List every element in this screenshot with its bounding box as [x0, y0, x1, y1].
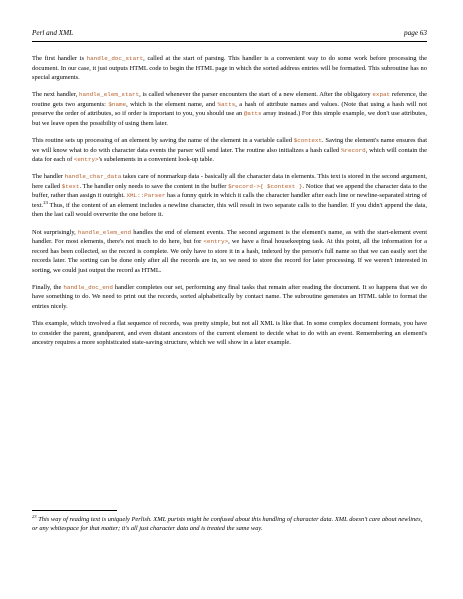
inline-code: %record — [340, 146, 366, 154]
inline-code: %atts — [217, 100, 236, 108]
page-number: page 63 — [404, 29, 427, 37]
book-title: Perl and XML — [32, 29, 74, 37]
inline-code: @atts — [243, 110, 262, 118]
footnote-divider — [32, 510, 117, 511]
paragraph-complex-formats: This example, which involved a flat sequence of records, was pretty simple, but not all XML is like that. In some complex document formats, you have to consider the parent, grandparent, and even distant ancestors of the current element to decide what to do with an event. Remembering an element's ancestry requires a more sophisticated state-saving structure, which we will show in a later example. — [32, 320, 427, 347]
inline-code: handle_elem_start — [79, 91, 140, 99]
inline-code: $text — [61, 182, 80, 190]
inline-code: $record->{ $context } — [228, 182, 303, 190]
footnote-ref[interactable]: 23 — [43, 199, 48, 205]
paragraph-elem-end: Not surprisingly, handle_elem_end handles the end of element events. The second argument is the element's name, as with the start-element event handler. For most elements, there's not much to do here, but for <entry>, we have a final housekeeping task. At this point, all the information for a record has been collected, so the record is complete. We only have to store it in a hash, indexed by the person's full name so that we can easily sort the records later. The sorting can be done only after all the records are in, so we need to store the record for later processing. If we weren't interested in sorting, we could just output the record as HTML. — [32, 228, 428, 274]
inline-code: $name — [108, 100, 127, 108]
inline-code: <entry> — [73, 156, 99, 164]
footnote-text: This way of reading text is uniquely Perlish. XML purists might be confused about this handling of character data. XML doesn't care about newlines, or any whitespace for that matter; it's all just character data and is treated the same way. — [32, 516, 423, 533]
inline-code: handle_elem_end — [78, 228, 132, 236]
inline-code: handle_doc_start — [86, 55, 144, 62]
body-text — [32, 54, 427, 356]
paragraph-context: This routine sets up processing of an element by saving the name of the element in a variable called $context. Saving the element's name ensures that we will know what to do with character data events the parser will send later. The routine also initializes a hash called %record, which will contain the data for each of <entry>'s subelements in a convenient look-up table. — [32, 137, 428, 164]
footnote-number: 23 — [32, 513, 37, 519]
paragraph-char-data: The handler handle_char_data takes care of nonmarkup data - basically all the character data in elements. This text is stored in the second argument, here called $text. The handler only needs to save the content in the buffer $record->{ $context }. Notice that we append the character data to the buffer, rather than assign it outright. XML::Parser has a funny quirk in which it calls the character handler after each line or newline-separated string of text.$^{23}$ Thus, if the content of an element includes a newline character, this will result in two separate calls to the handler. If you didn't append the data, then the last call would overwrite the one before it. — [32, 173, 428, 219]
inline-code: handle_char_data — [64, 173, 122, 181]
inline-code: expat — [372, 91, 391, 99]
inline-code: handle_doc_end — [63, 283, 113, 291]
footnote — [32, 515, 427, 534]
inline-code: <entry> — [203, 238, 229, 246]
inline-code: $context — [293, 137, 322, 145]
paragraph-elem-start: The next handler, handle_elem_start, is called whenever the parser encounters the start of a new element. After the obligatory expat reference, the routine gets two arguments: $name, which is the element name, and %atts, a hash of attribute names and values. (Note that using a hash will not preserve the order of attributes, so if order is important to you, you should use an @atts array instead.) For this simple example, we don't use attributes, but we leave open the possibility of using them later. — [32, 91, 427, 127]
paragraph-doc-end: Finally, the handle_doc_end handler completes our set, performing any final tasks that remain after reading the document. It so happens that we do have something to do. We need to print out the records, sorted alphabetically by contact name. The subroutine generates an HTML table to format the entries nicely. — [32, 283, 428, 310]
inline-code: XML::Parser — [126, 192, 166, 200]
running-header — [32, 29, 427, 42]
paragraph-doc-start: The first handler is handle_doc_start, called at the start of parsing. This handler is a convenient way to do some work before processing the document. In our case, it just outputs HTML code to begin the HTML page in which the sorted address entries will be formatted. This subroutine has no special arguments. — [32, 55, 427, 81]
